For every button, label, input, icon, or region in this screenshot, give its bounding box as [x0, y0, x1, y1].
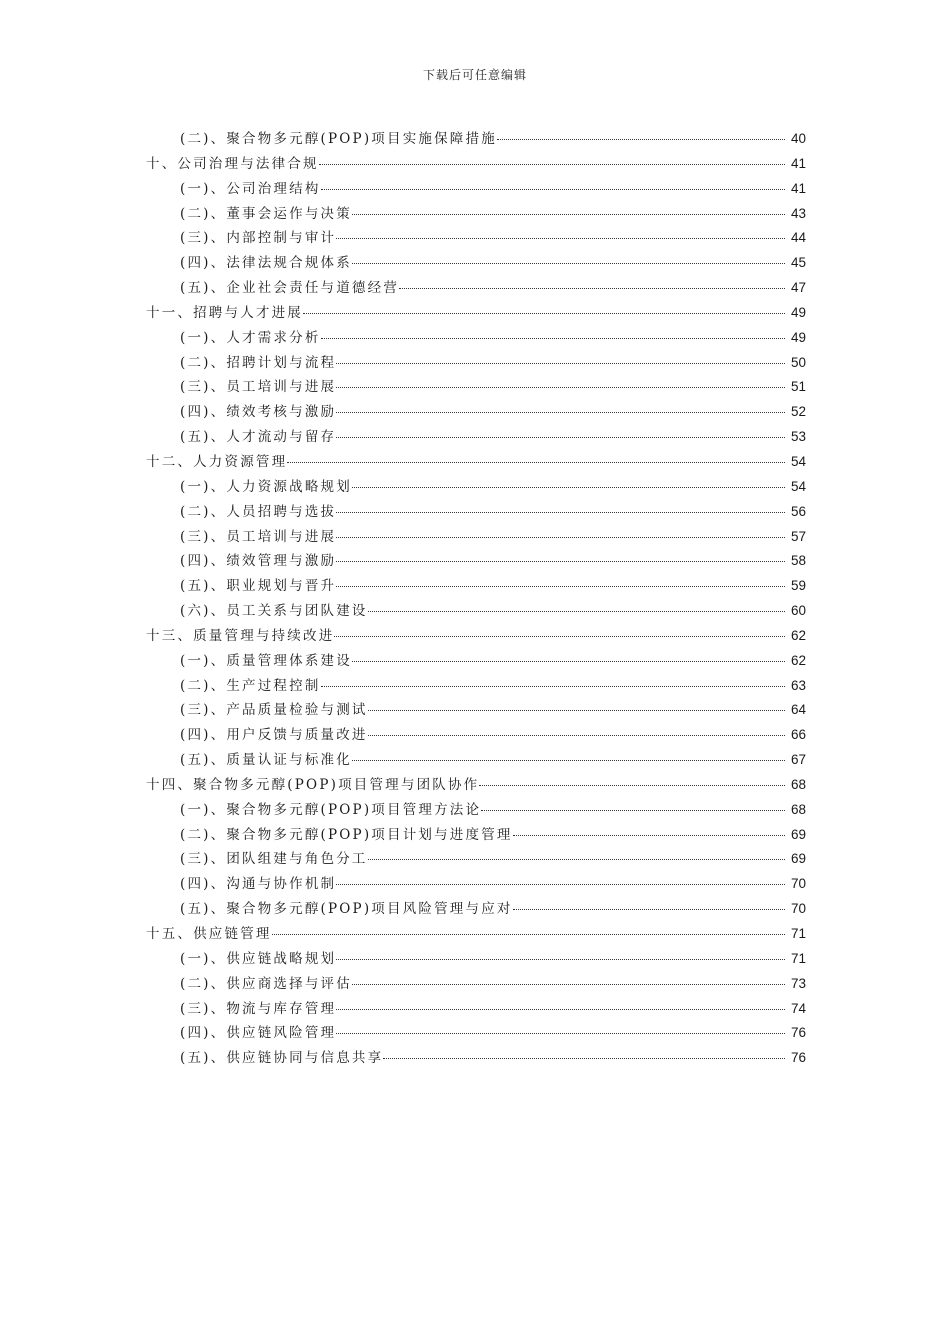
toc-entry-title: (一)、人力资源战略规划	[180, 478, 352, 495]
toc-entry-title: (五)、人才流动与留存	[180, 429, 337, 446]
toc-entry-title: (五)、聚合物多元醇(POP)项目风险管理与应对	[180, 901, 513, 918]
toc-entry-title: (二)、招聘计划与流程	[180, 354, 337, 371]
toc-page-number: 62	[790, 652, 806, 668]
toc-dot-leader	[336, 958, 785, 960]
toc-dot-leader	[513, 834, 785, 836]
toc-section-entry[interactable]	[0, 674, 950, 699]
toc-entry-title: (三)、产品质量检验与测试	[180, 702, 368, 719]
toc-chapter-entry[interactable]	[0, 922, 950, 947]
toc-dot-leader	[352, 486, 785, 488]
toc-page-number: 64	[790, 702, 806, 718]
toc-entry-title: (四)、用户反馈与质量改进	[180, 727, 368, 744]
toc-section-entry[interactable]	[0, 351, 950, 376]
toc-dot-leader	[481, 809, 785, 811]
toc-section-entry[interactable]	[0, 997, 950, 1022]
toc-page-number: 69	[790, 851, 806, 867]
toc-entry-title: (五)、供应链协同与信息共享	[180, 1050, 384, 1067]
toc-page-number: 49	[790, 329, 806, 345]
toc-section-entry[interactable]	[0, 847, 950, 872]
toc-page-number: 67	[790, 752, 806, 768]
toc-section-entry[interactable]	[0, 525, 950, 550]
toc-page-number: 73	[790, 975, 806, 991]
toc-page-number: 53	[790, 429, 806, 445]
toc-dot-leader	[497, 138, 785, 140]
toc-section-entry[interactable]	[0, 549, 950, 574]
toc-section-entry[interactable]	[0, 748, 950, 773]
toc-entry-title: (一)、供应链战略规划	[180, 950, 337, 967]
toc-page-number: 52	[790, 404, 806, 420]
toc-dot-leader	[336, 237, 785, 239]
toc-dot-leader	[287, 461, 785, 463]
toc-page-number: 43	[790, 205, 806, 221]
toc-section-entry[interactable]	[0, 425, 950, 450]
toc-section-entry[interactable]	[0, 276, 950, 301]
toc-page-number: 70	[790, 876, 806, 892]
toc-dot-leader	[321, 685, 785, 687]
toc-entry-title: (五)、企业社会责任与道德经营	[180, 280, 400, 297]
toc-page-number: 69	[790, 826, 806, 842]
toc-page-number: 54	[790, 478, 806, 494]
toc-entry-title: (四)、法律法规合规体系	[180, 255, 352, 272]
toc-entry-title: (四)、供应链风险管理	[180, 1025, 337, 1042]
toc-page-number: 76	[790, 1025, 806, 1041]
toc-chapter-entry[interactable]	[0, 624, 950, 649]
toc-page-number: 74	[790, 1000, 806, 1016]
toc-dot-leader	[319, 163, 785, 165]
toc-dot-leader	[368, 734, 785, 736]
toc-entry-title: (二)、董事会运作与决策	[180, 205, 352, 222]
toc-section-entry[interactable]	[0, 177, 950, 202]
toc-entry-title: (二)、聚合物多元醇(POP)项目计划与进度管理	[180, 826, 513, 843]
toc-dot-leader	[321, 337, 785, 339]
toc-entry-title: (四)、沟通与协作机制	[180, 876, 337, 893]
toc-chapter-entry[interactable]	[0, 773, 950, 798]
toc-page-number: 47	[790, 280, 806, 296]
toc-page-number: 63	[790, 677, 806, 693]
toc-entry-title: (二)、供应商选择与评估	[180, 975, 352, 992]
toc-dot-leader	[352, 262, 785, 264]
toc-page-number: 70	[790, 901, 806, 917]
toc-entry-title: (二)、人员招聘与选拔	[180, 503, 337, 520]
toc-entry-title: (三)、物流与库存管理	[180, 1000, 337, 1017]
toc-dot-leader	[479, 784, 785, 786]
toc-dot-leader	[336, 411, 785, 413]
toc-page-number: 49	[790, 304, 806, 320]
toc-page-number: 68	[790, 801, 806, 817]
toc-page-number: 50	[790, 354, 806, 370]
toc-entry-title: 十五、供应链管理	[146, 926, 272, 942]
toc-section-entry[interactable]	[0, 127, 950, 152]
toc-entry-title: (一)、质量管理体系建设	[180, 652, 352, 669]
toc-page-number: 59	[790, 578, 806, 594]
toc-dot-leader	[336, 1008, 785, 1010]
toc-page-number: 58	[790, 553, 806, 569]
toc-dot-leader	[368, 610, 785, 612]
toc-page-number: 71	[790, 926, 806, 941]
toc-section-entry[interactable]	[0, 251, 950, 276]
toc-entry-title: (三)、内部控制与审计	[180, 230, 337, 247]
toc-entry-title: (三)、团队组建与角色分工	[180, 851, 368, 868]
toc-entry-title: (二)、聚合物多元醇(POP)项目实施保障措施	[180, 131, 497, 147]
toc-section-entry[interactable]	[0, 897, 950, 922]
toc-page-number: 40	[790, 131, 806, 146]
toc-dot-leader	[368, 858, 785, 860]
toc-page-number: 44	[790, 230, 806, 246]
toc-entry-title: (五)、职业规划与晋升	[180, 578, 337, 595]
toc-section-entry[interactable]	[0, 226, 950, 251]
toc-section-entry[interactable]	[0, 1046, 950, 1071]
toc-page-number: 60	[790, 603, 806, 619]
toc-dot-leader	[352, 983, 785, 985]
toc-section-entry[interactable]	[0, 723, 950, 748]
toc-page-number: 68	[790, 776, 806, 792]
toc-dot-leader	[336, 436, 785, 438]
toc-section-entry[interactable]	[0, 599, 950, 624]
toc-dot-leader	[272, 933, 785, 935]
toc-page-number: 76	[790, 1050, 806, 1066]
toc-dot-leader	[336, 536, 785, 538]
toc-section-entry[interactable]	[0, 1021, 950, 1046]
toc-section-entry[interactable]	[0, 698, 950, 723]
toc-page-number: 41	[790, 180, 806, 196]
toc-entry-title: (四)、绩效管理与激励	[180, 553, 337, 570]
toc-dot-leader	[334, 635, 785, 637]
toc-section-entry[interactable]	[0, 972, 950, 997]
toc-entry-title: (二)、生产过程控制	[180, 677, 321, 694]
toc-chapter-entry[interactable]	[0, 450, 950, 475]
toc-page-number: 41	[790, 155, 806, 171]
toc-page-number: 62	[790, 627, 806, 643]
toc-entry-title: (一)、公司治理结构	[180, 180, 321, 197]
toc-page-number: 57	[790, 528, 806, 544]
toc-dot-leader	[513, 908, 785, 910]
page-header: 下载后可任意编辑	[422, 68, 527, 82]
toc-page-number: 71	[790, 950, 806, 966]
toc-entry-title: 十四、聚合物多元醇(POP)项目管理与团队协作	[146, 776, 480, 793]
toc-section-entry[interactable]	[0, 375, 950, 400]
toc-section-entry[interactable]	[0, 798, 950, 823]
toc-section-entry[interactable]	[0, 823, 950, 848]
toc-entry-title: (一)、聚合物多元醇(POP)项目管理方法论	[180, 801, 482, 818]
toc-dot-leader	[383, 1057, 785, 1059]
toc-dot-leader	[321, 188, 785, 190]
table-of-contents	[0, 127, 950, 1071]
toc-section-entry[interactable]	[0, 872, 950, 897]
toc-dot-leader	[336, 883, 785, 885]
toc-dot-leader	[352, 660, 785, 662]
toc-section-entry[interactable]	[0, 947, 950, 972]
toc-dot-leader	[303, 312, 785, 314]
toc-entry-title: 十一、招聘与人才进展	[146, 304, 303, 321]
toc-page-number: 56	[790, 503, 806, 519]
toc-page-number: 66	[790, 727, 806, 743]
toc-dot-leader	[336, 1032, 785, 1034]
toc-dot-leader	[399, 287, 785, 289]
toc-entry-title: (三)、员工培训与进展	[180, 379, 337, 396]
toc-section-entry[interactable]	[0, 574, 950, 599]
toc-dot-leader	[336, 511, 785, 513]
toc-entry-title: (三)、员工培训与进展	[180, 528, 337, 545]
toc-section-entry[interactable]	[0, 326, 950, 351]
toc-entry-title: (一)、人才需求分析	[180, 329, 321, 346]
toc-entry-title: 十二、人力资源管理	[146, 453, 288, 470]
toc-entry-title: 十、公司治理与法律合规	[146, 155, 319, 172]
toc-section-entry[interactable]	[0, 475, 950, 500]
toc-section-entry[interactable]	[0, 202, 950, 227]
toc-section-entry[interactable]	[0, 500, 950, 525]
toc-dot-leader	[336, 585, 785, 587]
toc-dot-leader	[352, 213, 785, 215]
toc-dot-leader	[352, 759, 785, 761]
toc-dot-leader	[336, 386, 785, 388]
toc-dot-leader	[336, 362, 785, 364]
toc-dot-leader	[368, 709, 785, 711]
toc-chapter-entry[interactable]	[0, 152, 950, 177]
toc-dot-leader	[336, 560, 785, 562]
toc-page-number: 54	[790, 453, 806, 469]
toc-entry-title: (五)、质量认证与标准化	[180, 752, 352, 769]
toc-page-number: 45	[790, 255, 806, 271]
toc-section-entry[interactable]	[0, 400, 950, 425]
toc-entry-title: (六)、员工关系与团队建设	[180, 603, 368, 620]
toc-entry-title: (四)、绩效考核与激励	[180, 404, 337, 421]
toc-page-number: 51	[790, 379, 806, 395]
toc-entry-title: 十三、质量管理与持续改进	[146, 627, 335, 644]
toc-chapter-entry[interactable]	[0, 301, 950, 326]
toc-section-entry[interactable]	[0, 649, 950, 674]
